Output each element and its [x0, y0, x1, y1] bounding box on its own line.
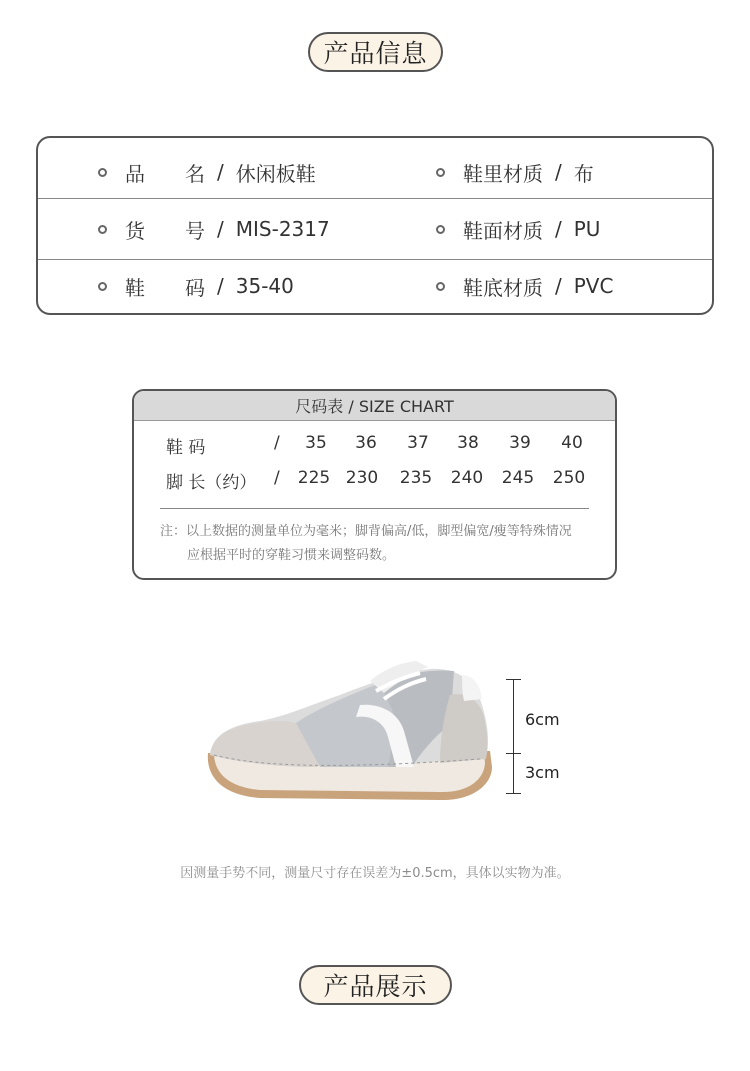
size-chart-note [160, 520, 600, 568]
bullet-icon [436, 168, 445, 177]
separator: / [555, 217, 562, 241]
separator: / [274, 433, 280, 453]
size-value: 40 [561, 433, 583, 453]
separator: / [217, 160, 224, 184]
separator: / [274, 468, 280, 488]
info-key: 货号 [125, 218, 205, 243]
measure-tick [506, 793, 521, 794]
info-key: 鞋面材质 [463, 218, 543, 243]
measure-label-lower: 3cm [525, 763, 560, 782]
bullet-icon [98, 282, 107, 291]
size-row-shoe-size [134, 433, 615, 459]
separator: / [555, 274, 562, 298]
height-measure [506, 679, 586, 795]
measure-line [513, 753, 514, 793]
length-value: 240 [450, 468, 484, 488]
size-chart [132, 389, 617, 580]
measure-label-upper: 6cm [525, 710, 560, 729]
info-value: PU [573, 217, 601, 241]
length-value: 225 [297, 468, 331, 488]
size-value: 35 [305, 433, 327, 453]
size-row-label: 脚 长（约） [166, 473, 257, 493]
size-value: 36 [355, 433, 377, 453]
size-value: 37 [407, 433, 429, 453]
bullet-icon [98, 225, 107, 234]
separator: / [217, 274, 224, 298]
section-title-product-display: 产品展示 [299, 965, 452, 1005]
note-line: 应根据平时的穿鞋习惯来调整码数。 [187, 548, 396, 563]
info-key: 品名 [125, 161, 205, 186]
info-value: MIS-2317 [235, 217, 330, 241]
length-value: 250 [552, 468, 586, 488]
info-key: 鞋底材质 [463, 275, 543, 300]
info-key: 鞋里材质 [463, 161, 543, 186]
info-value: 布 [573, 161, 594, 186]
shoe-image [200, 655, 500, 815]
length-value: 235 [399, 468, 433, 488]
info-row [38, 200, 712, 258]
size-row-label: 鞋 码 [166, 438, 206, 458]
size-value: 38 [457, 433, 479, 453]
info-value: 休闲板鞋 [235, 161, 316, 186]
measurement-disclaimer: 因测量手势不同，测量尺寸存在误差为±0.5cm，具体以实物为准。 [180, 866, 570, 881]
size-chart-header: 尺码表 / SIZE CHART [134, 391, 615, 421]
separator: / [555, 160, 562, 184]
bullet-icon [436, 225, 445, 234]
length-value: 230 [345, 468, 379, 488]
info-row [38, 143, 712, 201]
info-key: 鞋码 [125, 275, 205, 300]
measure-line [513, 679, 514, 753]
section-title-product-info: 产品信息 [308, 32, 443, 72]
info-value: 35-40 [235, 274, 294, 298]
bullet-icon [436, 282, 445, 291]
product-info-table [36, 136, 714, 315]
size-value: 39 [509, 433, 531, 453]
info-row [38, 257, 712, 315]
info-value: PVC [573, 274, 614, 298]
separator: / [217, 217, 224, 241]
note-line: 注：以上数据的测量单位为毫米；脚背偏高/低，脚型偏宽/瘦等特殊情况 [160, 524, 572, 539]
size-row-foot-length [134, 468, 615, 494]
size-chart-divider [160, 508, 589, 509]
bullet-icon [98, 168, 107, 177]
length-value: 245 [501, 468, 535, 488]
